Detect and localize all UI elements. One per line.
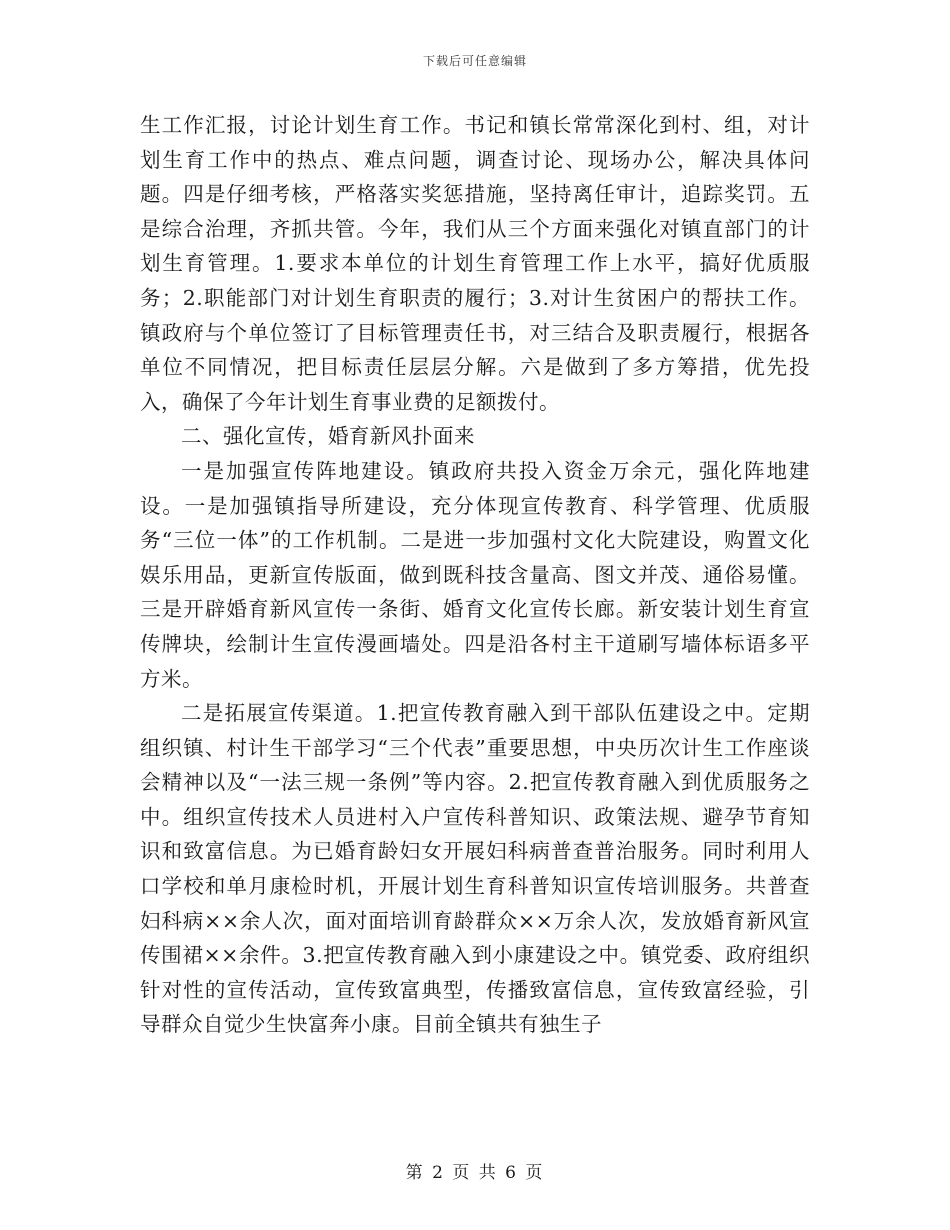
document-body [140, 108, 810, 1042]
header-note: 下载后可任意编辑 [422, 54, 527, 68]
paragraph-continued: 生工作汇报，讨论计划生育工作。书记和镇长常常深化到村、组，对计划生育工作中的热点、难点问题，调查讨论、现场办公，解决具体问题。四是仔细考核，严格落实奖惩措施，坚持离任审计，追踪奖罚。五是综合治理，齐抓共管。今年，我们从三个方面来强化对镇直部门的计划生育管理。1.要求本单位的计划生育管理工作上水平，搞好优质服务；2.职能部门对计划生育职责的履行；3.对计生贫困户的帮扶工作。镇政府与个单位签订了目标管理责任书，对三结合及职责履行，根据各单位不同情况，把目标责任层层分解。六是做到了多方筹措，优先投入，确保了今年计划生育事业费的足额拨付。 [140, 113, 810, 414]
page-number: 第 2 页 共 6 页 [405, 1163, 545, 1183]
paragraph: 一是加强宣传阵地建设。镇政府共投入资金万余元，强化阵地建设。一是加强镇指导所建设，充分体现宣传教育、科学管理、优质服务“三位一体”的工作机制。二是进一步加强村文化大院建设，购置文化娱乐用品，更新宣传版面，做到既科技含量高、图文并茂、通俗易懂。三是开辟婚育新风宣传一条街、婚育文化宣传长廊。新安装计划生育宣传牌块，绘制计生宣传漫画墙处。四是沿各村主干道刷写墙体标语多平方米。 [140, 458, 810, 691]
section-heading: 二、强化宣传，婚育新风扑面来 [181, 424, 475, 449]
paragraph: 二是拓展宣传渠道。1.把宣传教育融入到干部队伍建设之中。定期组织镇、村计生干部学习“三个代表”重要思想，中央历次计生工作座谈会精神以及“一法三规一条例”等内容。2.把宣传教育融入到优质服务之中。组织宣传技术人员进村入户宣传科普知识、政策法规、避孕节育知识和致富信息。为已婚育龄妇女开展妇科病普查普治服务。同时利用人口学校和单月康检时机，开展计划生育科普知识宣传培训服务。共普查妇科病××余人次，面对面培训育龄群众××万余人次，发放婚育新风宣传围裙××余件。3.把宣传教育融入到小康建设之中。镇党委、政府组织针对性的宣传活动，宣传致富典型，传播致富信息，宣传致富经验，引导群众自觉少生快富奔小康。目前全镇共有独生子 [140, 701, 810, 1037]
